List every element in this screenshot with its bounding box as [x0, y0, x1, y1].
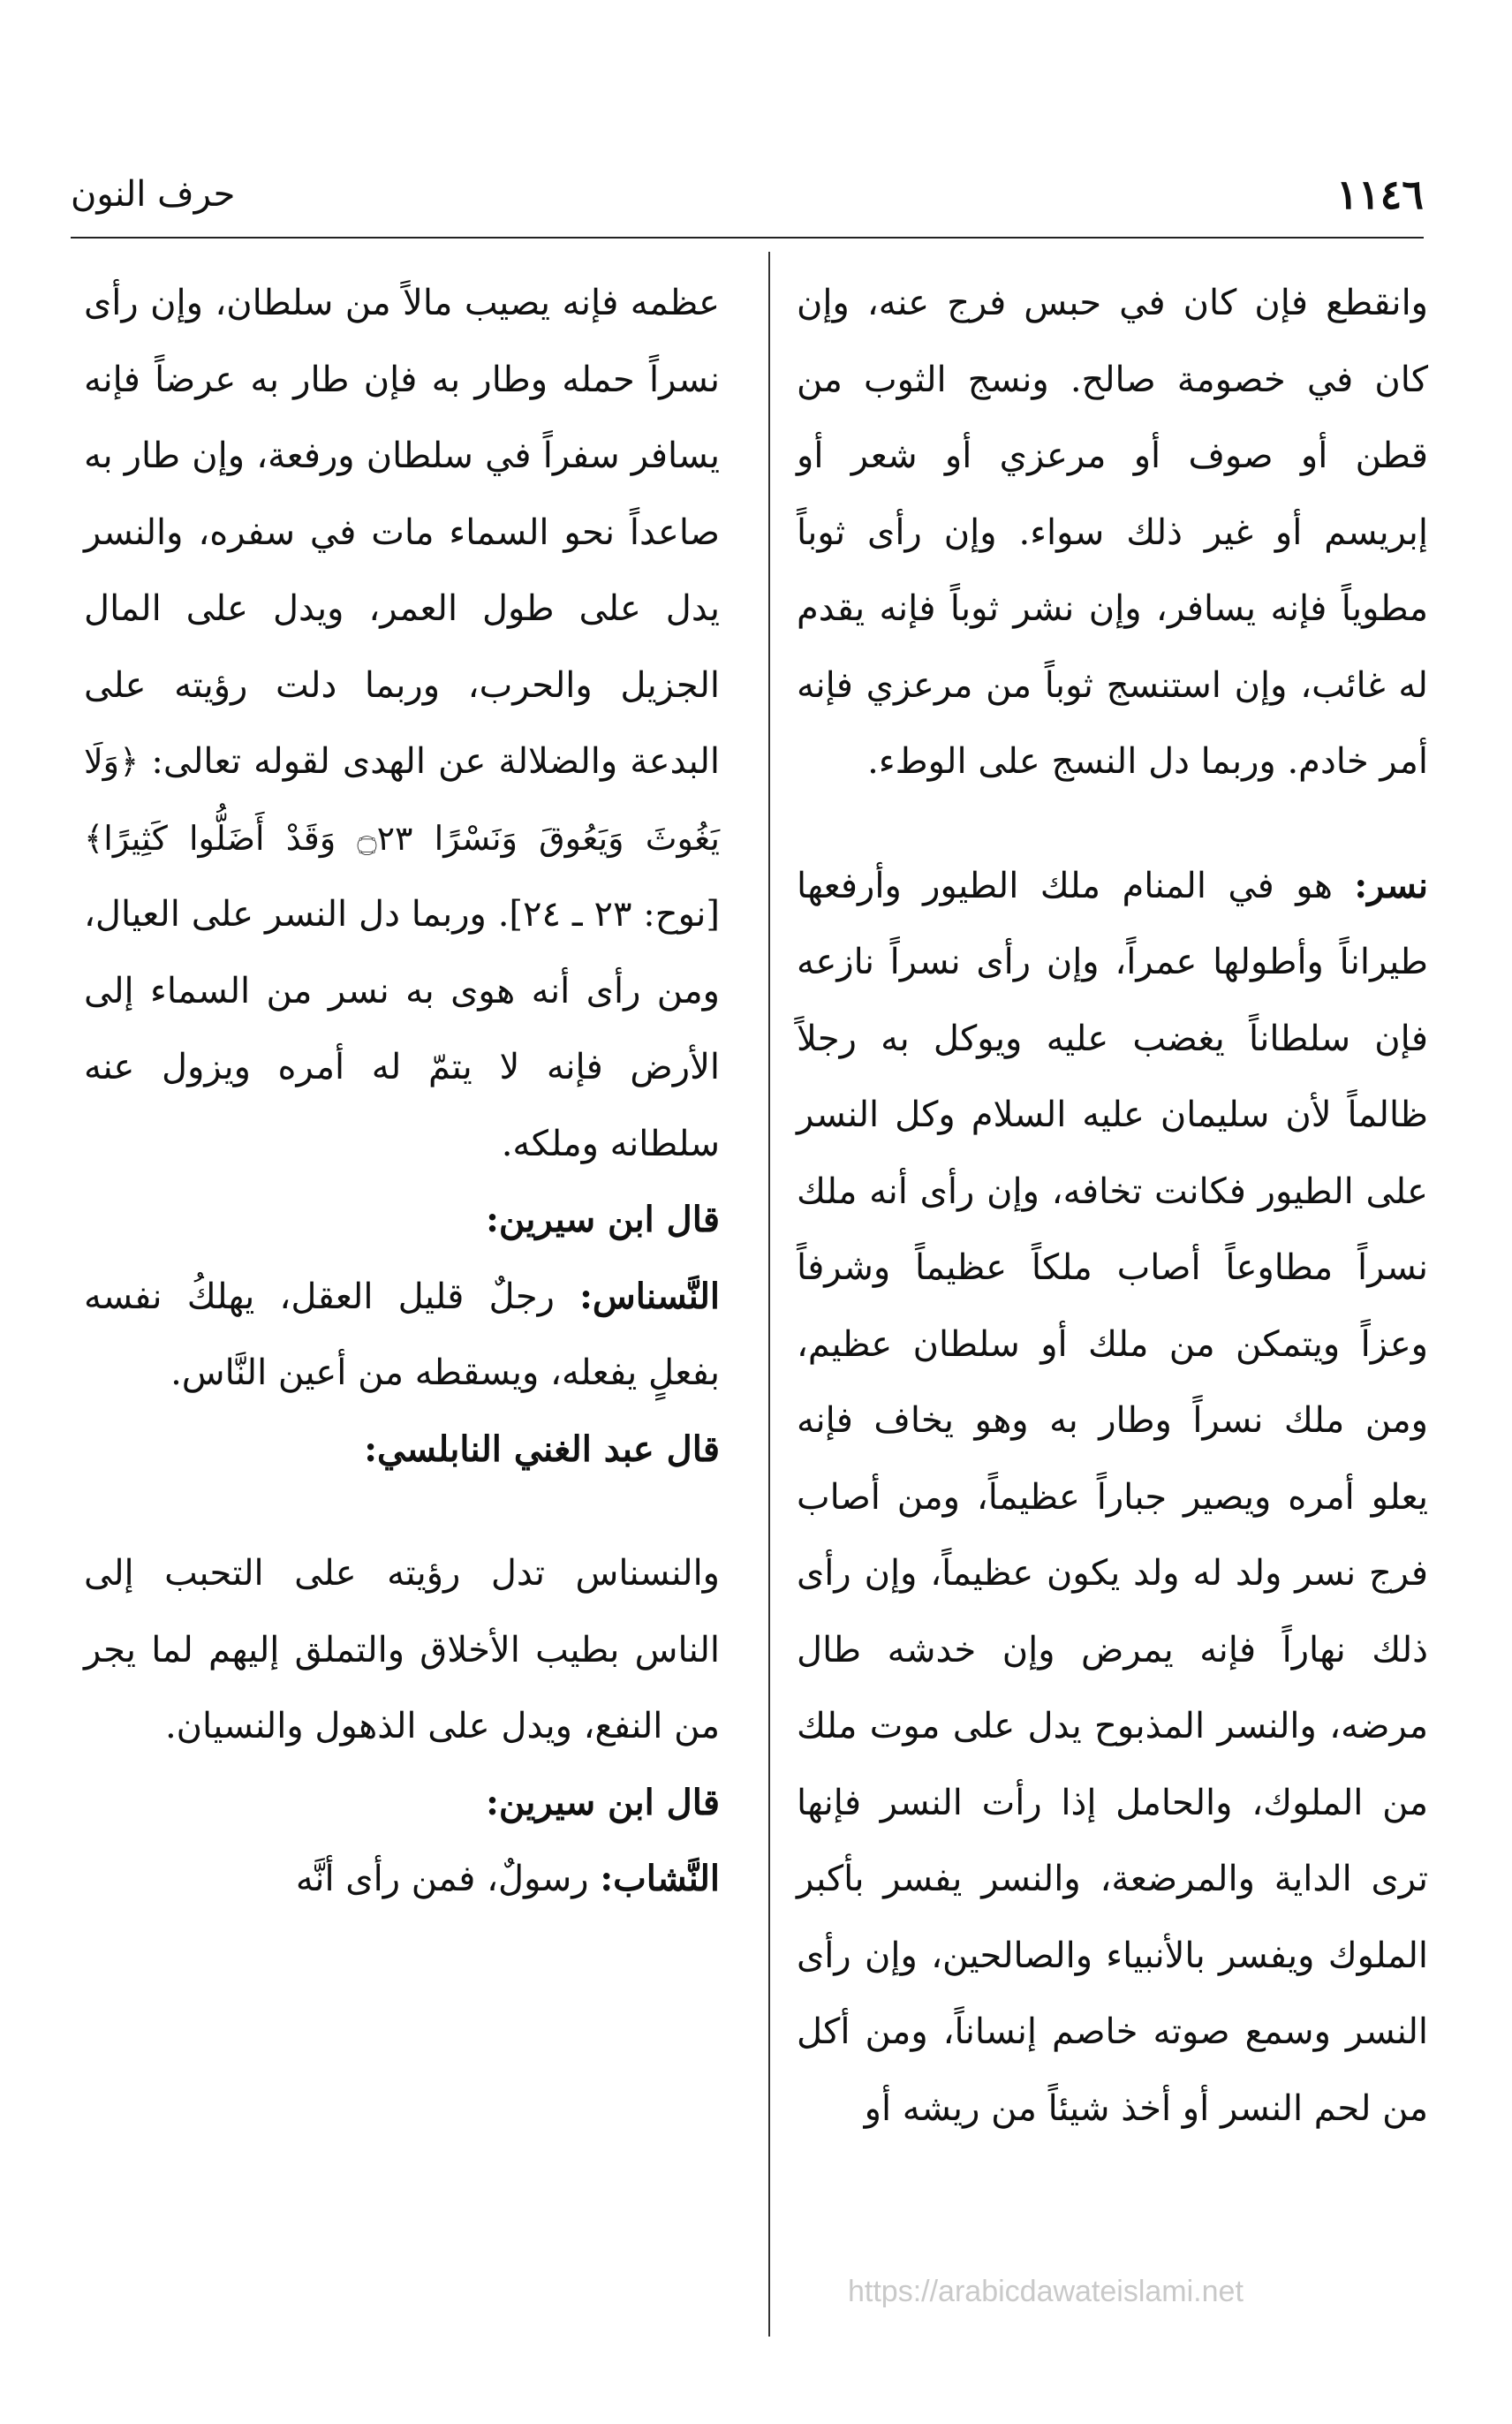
entry-body: رسولٌ، فمن رأى أنَّه: [295, 1859, 601, 1899]
entry-term: نسر:: [1354, 864, 1428, 906]
entry-body: هو في المنام ملك الطيور وأرفعها طيراناً وأطولها عمراً، وإن رأى نسراً نازعه فإن سلطاناً يغضب عليه ويوكل به رجلاً ظالماً لأن سليمان عليه السلام وكل النسر على الطيور فكانت تخافه، وإن رأى أنه ملك نسراً مطاوعاً أصاب ملكاً عظيماً وشرفاً وعزاً ويتمكن من ملك أو سلطان عظيم، ومن ملك نسراً وطار به وهو يخاف فإنه يعلو أمره ويصير جباراً عظيماً، ومن أصاب فرج نسر ولد له ولد يكون عظيماً، وإن رأى ذلك نهاراً فإنه يمرض وإن خدشه طال مرضه، والنسر المذبوح يدل على موت ملك من الملوك، والحامل إذا رأت النسر فإنها ترى الداية والمرضعة، والنسر يفسر بأكبر الملوك ويفسر بالأنبياء والصالحين، وإن رأى النسر وسمع صوته خاصم إنساناً، ومن أكل من لحم النسر أو أخذ شيئاً من ريشه أو: [797, 865, 1429, 2129]
paragraph-eagle-continued: [84, 265, 720, 1182]
paragraph-nasnas-nabulsi: والنسناس تدل رؤيته على التحبب إلى الناس بطيب الأخلاق والتملق إليهم لما يجر من النفع، ويدل على الذهول والنسيان.: [84, 1553, 720, 1746]
entry-body: رجلٌ قليل العقل، يهلكُ نفسه بفعلٍ يفعله، ويسقطه من أعين النَّاس.: [84, 1276, 720, 1393]
paragraph-text: عظمه فإنه يصيب مالاً من سلطان، وإن رأى نسراً حمله وطار به فإن طار به عرضاً فإنه يسافر سفراً في سلطان ورفعة، وإن طار به صاعداً نحو السماء مات في سفره، والنسر يدل على طول العمر، ويدل على المال الجزيل والحرب، وربما دلت رؤيته على البدعة والضلالة عن الهدى لقوله تعالى:: [84, 283, 720, 782]
section-heading: قال ابن سيرين:: [486, 1781, 720, 1823]
section-heading: قال عبد الغني النابلسي:: [364, 1428, 720, 1470]
entry-eagle: [797, 848, 1428, 2148]
page-number: ١١٤٦: [1336, 170, 1424, 218]
column-divider: [768, 252, 770, 2337]
watermark-url: https://arabicdawateislami.net: [848, 2275, 1244, 2308]
section-heading: قال ابن سيرين:: [486, 1199, 720, 1240]
entry-term: النَّسناس:: [579, 1275, 720, 1317]
quran-verse: ﴿وَلَا يَغُوثَ وَيَعُوقَ وَنَسْرًا ۝٢٣ وَقَدْ أَضَلُّوا كَثِيرًا﴾: [84, 742, 720, 858]
paragraph-text: [نوح: ٢٣ ـ ٢٤]. وربما دل النسر على العيال، ومن رأى أنه هوى به نسر من السماء إلى الأرض فإنه لا يتمّ له أمره ويزول عنه سلطانه وملكه.: [84, 894, 721, 1164]
entry-nasnas: [84, 1259, 720, 1412]
entry-term: النَّشاب:: [600, 1858, 720, 1899]
page-header: [71, 163, 1424, 234]
running-title: حرف النون: [71, 174, 236, 215]
header-rule: [71, 237, 1424, 239]
paragraph-weaving: وانقطع فإن كان في حبس فرج عنه، وإن كان في خصومة صالح. ونسج الثوب من قطن أو صوف أو مرعزي أو شعر أو إبريسم أو غير ذلك سواء. وإن رأى ثوباً مطوياً فإنه يسافر، وإن نشر ثوباً فإنه يقدم له غائب، وإن استنسج ثوباً من مرعزي فإنه أمر خادم. وربما دل النسج على الوطء.: [797, 283, 1428, 782]
left-column: [84, 265, 720, 1918]
right-column: [797, 265, 1428, 2147]
entry-nushab: [84, 1841, 720, 1918]
